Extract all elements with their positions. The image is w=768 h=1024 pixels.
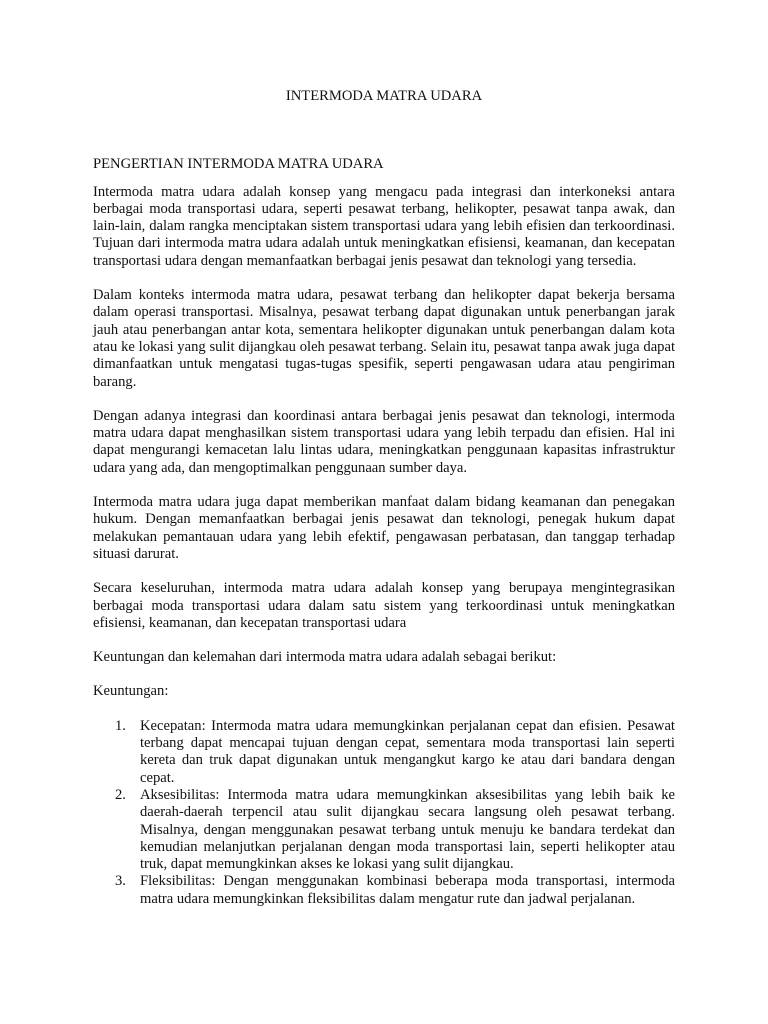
list-item — [93, 873, 675, 908]
list-item-number: 1. — [115, 717, 126, 734]
list-item-text: Kecepatan: Intermoda matra udara memungkinkan perjalanan cepat dan efisien. Pesawat terbang dapat mencapai tujuan dengan cepat, sementara moda transportasi lain seperti kereta dan truk dapat digunakan untuk mengangkut kargo ke atau dari bandara dengan cepat. — [140, 717, 675, 786]
paragraph-pros-cons-intro: Keuntungan dan kelemahan dari intermoda matra udara adalah sebagai berikut: — [93, 649, 557, 666]
paragraph-context: Dalam konteks intermoda matra udara, pesawat terbang dan helikopter dapat bekerja bersama dalam operasi transportasi. Misalnya, pesawat terbang dapat digunakan untuk penerbangan jarak jauh atau penerbangan antar kota, sementara helikopter digunakan untuk penerbangan dalam kota atau ke lokasi yang sulit dijangkau oleh pesawat terbang. Selain itu, pesawat tanpa awak juga dapat dimanfaatkan untuk mengatasi tugas-tugas spesifik, seperti pengawasan udara atau pengiriman barang. — [93, 287, 675, 390]
list-item — [93, 787, 675, 873]
document-body — [93, 88, 675, 908]
paragraph-advantages-heading: Keuntungan: — [93, 683, 169, 700]
advantages-list — [93, 718, 675, 908]
document-title: INTERMODA MATRA UDARA — [285, 88, 483, 104]
list-item-number: 2. — [115, 786, 126, 803]
paragraph-security: Intermoda matra udara juga dapat memberikan manfaat dalam bidang keamanan dan penegakan hukum. Dengan memanfaatkan berbagai jenis pesawat dan teknologi, penegak hukum dapat melakukan pemantauan udara yang lebih efektif, pengawasan perbatasan, dan tanggap terhadap situasi darurat. — [93, 494, 675, 562]
list-item-text: Fleksibilitas: Dengan menggunakan kombinasi beberapa moda transportasi, intermoda matra udara memungkinkan fleksibilitas dalam mengatur rute dan jadwal perjalanan. — [140, 873, 675, 907]
paragraph-summary: Secara keseluruhan, intermoda matra udara adalah konsep yang berupaya mengintegrasikan berbagai moda transportasi udara dalam satu sistem yang terkoordinasi untuk meningkatkan efisiensi, keamanan, dan kecepatan transportasi udara — [93, 580, 675, 631]
section-heading: PENGERTIAN INTERMODA MATRA UDARA — [93, 156, 384, 173]
paragraph-integration: Dengan adanya integrasi dan koordinasi antara berbagai jenis pesawat dan teknologi, intermoda matra udara dapat menghasilkan sistem transportasi udara yang lebih terpadu dan efisien. Hal ini dapat mengurangi kemacetan lalu lintas udara, meningkatkan penggunaan kapasitas infrastruktur udara yang ada, dan mengoptimalkan penggunaan sumber daya. — [93, 407, 675, 476]
paragraph-definition: Intermoda matra udara adalah konsep yang mengacu pada integrasi dan interkoneksi antara berbagai moda transportasi udara, seperti pesawat terbang, helikopter, pesawat tanpa awak, dan lain-lain, dalam rangka menciptakan sistem transportasi udara yang lebih efisien dan terkoordinasi. Tujuan dari intermoda matra udara adalah untuk meningkatkan efisiensi, keamanan, dan kecepatan transportasi udara dengan memanfaatkan berbagai jenis pesawat dan teknologi yang tersedia. — [93, 183, 675, 269]
list-item-number: 3. — [115, 873, 126, 890]
list-item — [93, 718, 675, 787]
list-item-text: Aksesibilitas: Intermoda matra udara memungkinkan aksesibilitas yang lebih baik ke daerah-daerah terpencil atau sulit dijangkau secara langsung oleh pesawat terbang. Misalnya, dengan menggunakan pesawat terbang untuk menuju ke bandara terdekat dan kemudian melanjutkan perjalanan dengan moda transportasi lain, seperti helikopter atau truk, dapat memungkinkan akses ke lokasi yang sulit dijangkau. — [140, 786, 675, 873]
